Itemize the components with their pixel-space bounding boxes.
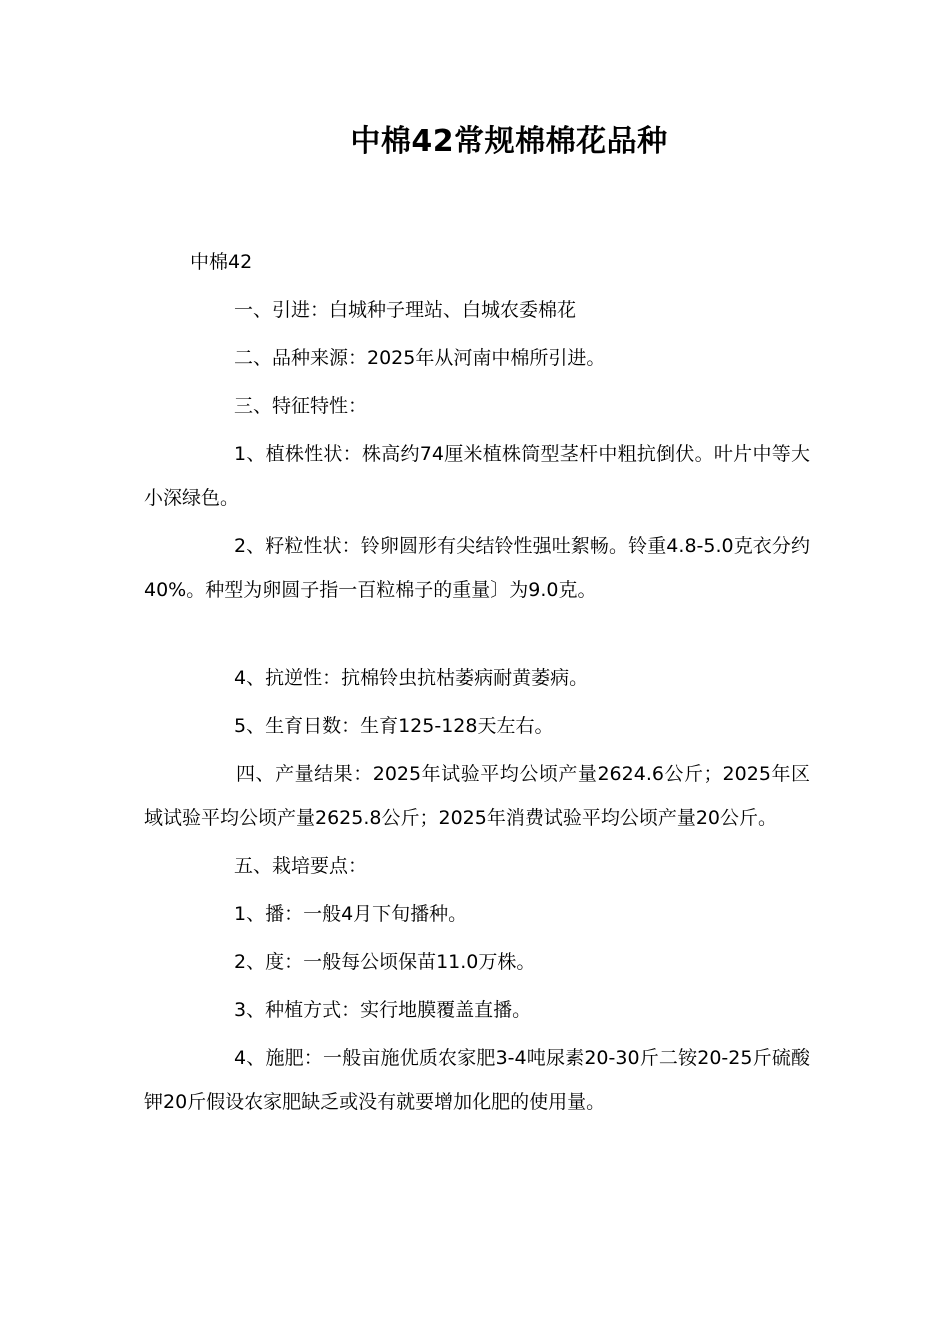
document-subtitle: 中棉42 [190, 251, 253, 273]
paragraph-introduction: 一、引进：白城种子理站、白城农委棉花 [234, 299, 577, 321]
paragraph-growth-period: 5、生育日数：生育125-128天左右。 [234, 715, 554, 737]
document-body [144, 240, 810, 1128]
paragraph-fertilization: 4、施肥：一般亩施优质农家肥3-4吨尿素20-30斤二铵20-25斤硫酸钾20斤假设农家肥缺乏或没有就要增加化肥的使用量。 [144, 1047, 810, 1113]
paragraph-density: 2、度：一般每公顷保苗11.0万株。 [234, 951, 536, 973]
paragraph-cultivation-heading: 五、栽培要点： [234, 855, 368, 877]
paragraph-plant-traits: 1、植株性状：株高约74厘米植株筒型茎杆中粗抗倒伏。叶片中等大小深绿色。 [144, 443, 810, 509]
paragraph-yield-results: 四、产量结果：2025年试验平均公顷产量2624.6公斤；2025年区域试验平均公顷产量2625.8公斤；2025年消费试验平均公顷产量20公斤。 [144, 763, 810, 829]
paragraph-sowing: 1、播：一般4月下旬播种。 [234, 903, 468, 925]
blank-gap [144, 616, 810, 656]
document-title: 中棉42常规棉棉花品种 [350, 124, 668, 159]
paragraph-variety-source: 二、品种来源：2025年从河南中棉所引进。 [234, 347, 606, 369]
paragraph-stress-resistance: 4、抗逆性：抗棉铃虫抗枯萎病耐黄萎病。 [234, 667, 589, 689]
paragraph-seed-traits: 2、籽粒性状：铃卵圆形有尖结铃性强吐絮畅。铃重4.8-5.0克衣分约40%。种型为卵圆子指一百粒棉子的重量〕为9.0克。 [144, 535, 810, 601]
paragraph-planting-method: 3、种植方式：实行地膜覆盖直播。 [234, 999, 532, 1021]
paragraph-characteristics-heading: 三、特征特性： [234, 395, 368, 417]
